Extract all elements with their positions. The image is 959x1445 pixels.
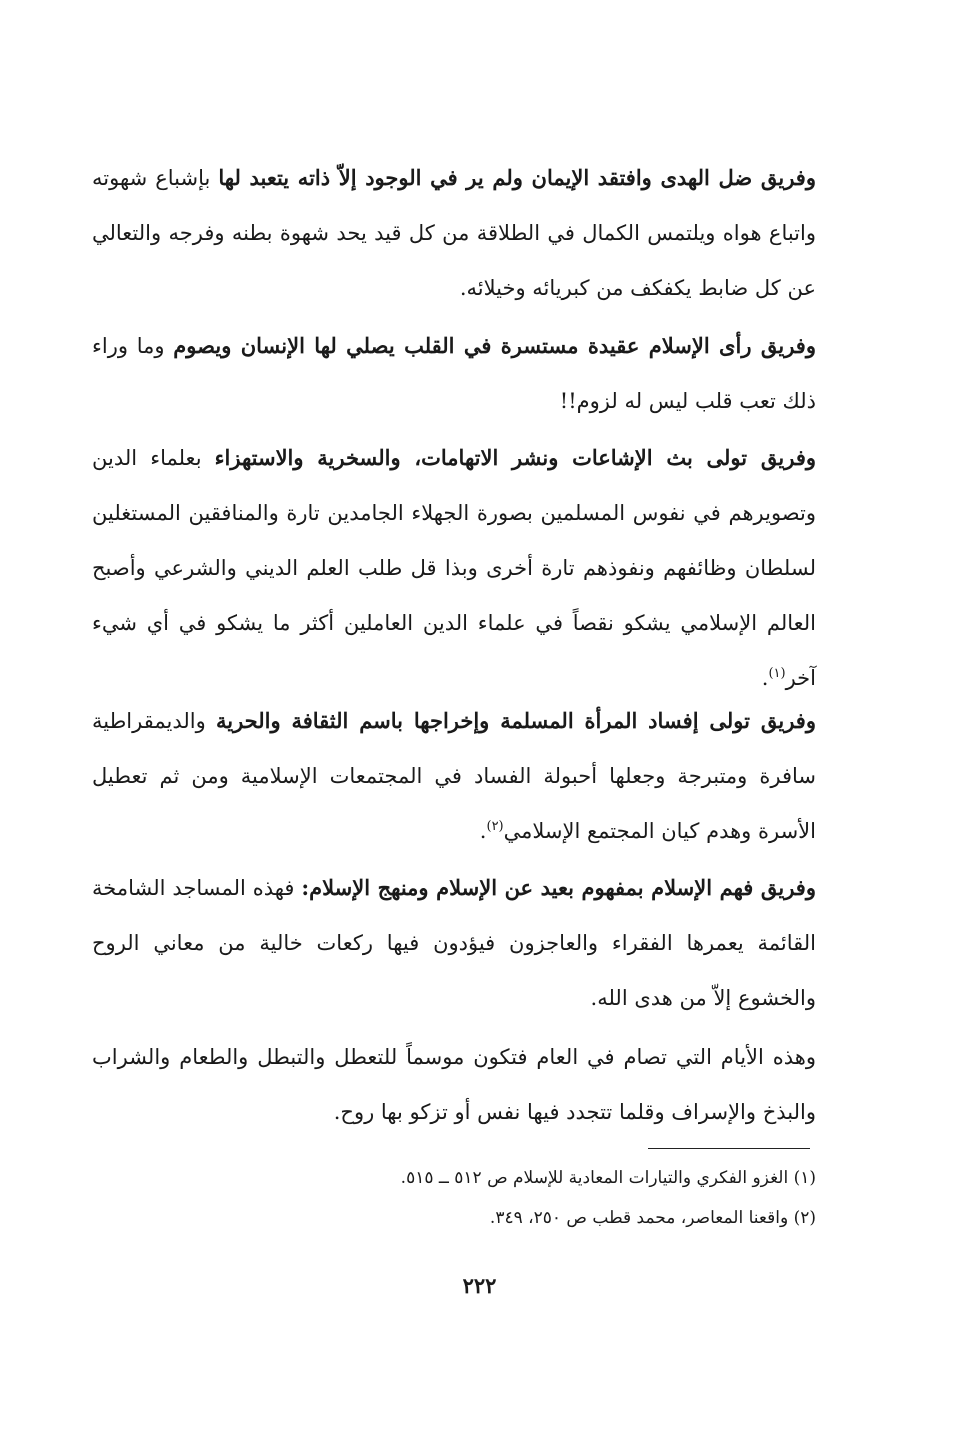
paragraph-2 bbox=[92, 318, 816, 429]
main-text-4 bbox=[92, 693, 816, 859]
paragraph-4-end: . bbox=[479, 819, 487, 843]
paragraph-5 bbox=[92, 860, 816, 1026]
main-text-5 bbox=[92, 860, 816, 1026]
main-text bbox=[92, 150, 816, 316]
paragraph-4-body: والديمقراطية سافرة ومتبرجة وجعلها أحبولة الفساد في المجتمعات الإسلامية ومن ثم تعطيل الأسرة وهدم كيان المجتمع الإسلامي bbox=[92, 709, 816, 843]
footnote-1: (١) الغزو الفكري والتيارات المعادية للإسلام ص ٥١٢ ــ ٥١٥. bbox=[400, 1168, 816, 1188]
paragraph-4 bbox=[92, 693, 816, 859]
paragraph-5-body: فهذه المساجد الشامخة القائمة يعمرها الفقراء والعاجزون فيؤدون فيها ركعات خالية من معاني الروح والخشوع إلاّ من هدى الله. bbox=[92, 876, 816, 1010]
paragraph-1-lead: وفريق ضل الهدى وافتقد الإيمان ولم ير في الوجود إلاّ ذاته يتعبد لها bbox=[218, 165, 816, 190]
page-number: ٢٢٢ bbox=[462, 1273, 497, 1298]
paragraph-1-body: بإشباع شهوته واتباع هواه ويلتمس الكمال في الطلاقة من كل قيد يحد شهوة بطنه وفرجه والتعالي عن كل ضابط يكفكف من كبريائه وخيلائه. bbox=[92, 166, 816, 300]
footnote-separator bbox=[648, 1148, 810, 1149]
paragraph-1 bbox=[92, 150, 816, 316]
footnote-ref-2: (٢) bbox=[486, 819, 504, 834]
main-text-6 bbox=[92, 1030, 816, 1140]
paragraph-2-body: وما وراء ذلك تعب قلب ليس له لزوم!! bbox=[92, 334, 816, 413]
paragraph-2-lead: وفريق رأى الإسلام عقيدة مستسرة في القلب يصلي لها الإنسان ويصوم bbox=[173, 333, 816, 358]
footnote-2: (٢) واقعنا المعاصر، محمد قطب ص ٢٥٠، ٣٤٩. bbox=[489, 1208, 816, 1228]
paragraph-6 bbox=[92, 1030, 816, 1140]
paragraph-4-lead: وفريق تولى إفساد المرأة المسلمة وإخراجها باسم الثقافة والحرية bbox=[215, 708, 816, 733]
paragraph-3 bbox=[92, 430, 816, 706]
footnotes bbox=[200, 1168, 816, 1248]
paragraph-3-end: . bbox=[761, 666, 769, 690]
main-text-2 bbox=[92, 318, 816, 429]
paragraph-3-lead: وفريق تولى بث الإشاعات ونشر الاتهامات، والسخرية والاستهزاء bbox=[214, 445, 816, 470]
main-text-3 bbox=[92, 430, 816, 706]
footnote-ref-1: (١) bbox=[768, 666, 786, 681]
paragraph-5-lead: وفريق فهم الإسلام بمفهوم بعيد عن الإسلام ومنهج الإسلام: bbox=[301, 875, 816, 900]
paragraph-6-body: وهذه الأيام التي تصام في العام فتكون موسماً للتعطل والتبطل والطعام والشراب والبذخ والإسراف وقلما تتجدد فيها نفس أو تزكو بها روح. bbox=[92, 1045, 816, 1124]
paragraph-3-body: بعلماء الدين وتصويرهم في نفوس المسلمين بصورة الجهلاء الجامدين تارة والمنافقين المستغلين لسلطان وظائفهم ونفوذهم تارة أخرى وبذا قل طلب العلم الديني والشرعي وأصبح العالم الإسلامي يشكو نقصاً في علماء الدين العاملين أكثر ما يشكو في أي شيء آخر bbox=[92, 446, 816, 690]
